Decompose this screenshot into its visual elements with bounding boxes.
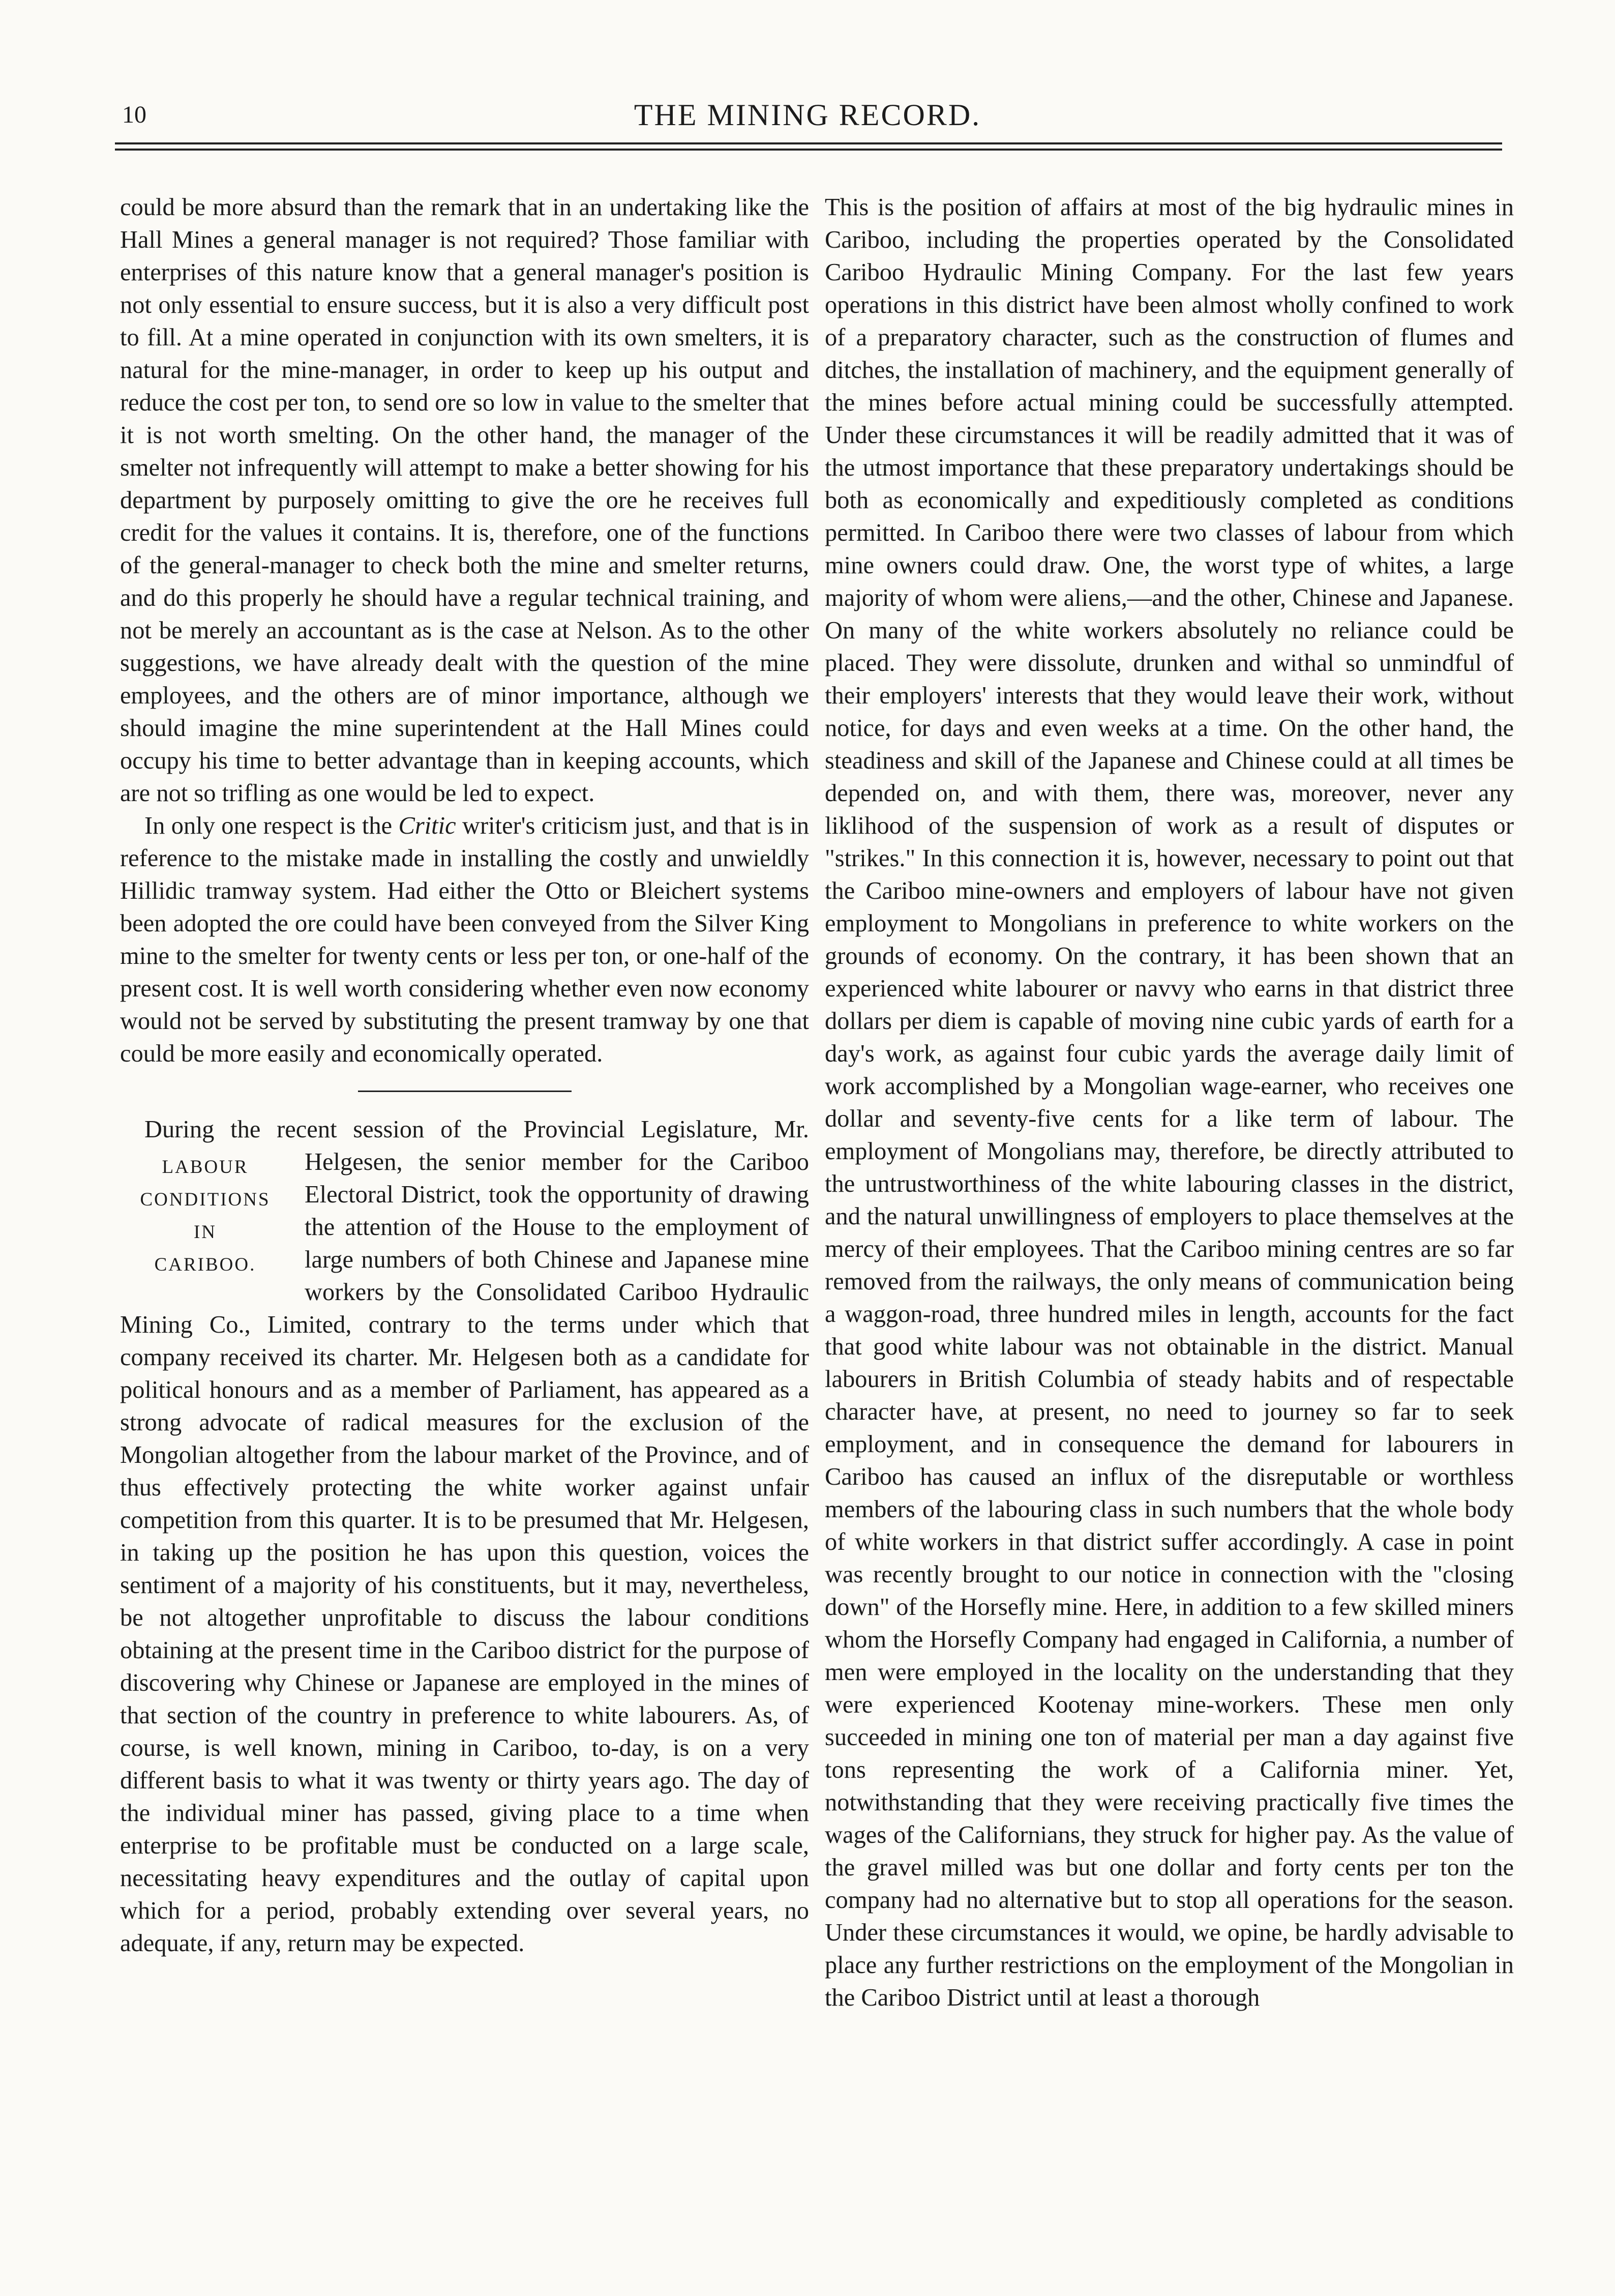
publication-title: Critic xyxy=(398,812,456,839)
header-rule-bottom xyxy=(115,149,1502,151)
header-rule-top xyxy=(115,142,1502,144)
paragraph: This is the position of affairs at most of the big hydraulic mines in Cariboo, including the properties operated by the Consolidated Cariboo Hydraulic Mining Company. For the last few years operations in this district have been almost wholly confined to work of a preparatory character, such as the construction of flumes and ditches, the installation of machinery, and the equipment generally of the mines before actual mining could be successfully attempted. Under these circumstances it will be readily admitted that it was of the utmost importance that these preparatory undertakings should be both as economically and expeditiously completed as conditions permitted. In Cariboo there were two classes of labour from which mine owners could draw. One, the worst type of whites, a large majority of whom were aliens,—and the other, Chinese and Japanese. On many of the white workers absolutely no reliance could be placed. They were dissolute, drunken and withal so unmindful of their employers' interests that they would leave their work, without notice, for days and even weeks at a time. On the other hand, the steadiness and skill of the Japanese and Chinese could at all times be depended on, and with them, there was, moreover, never any liklihood of the suspension of work as a result of disputes or "strikes." In this connection it is, however, necessary to point out that the Cariboo mine-owners and employers of labour have not given employment to Mongolians in preference to white workers on the grounds of economy. On the contrary, it has been shown that an experienced white labourer or navvy who earns in that district three dollars per diem is capable of moving nine cubic yards of earth for a day's work, as against four cubic yards the average daily limit of work accomplished by a Mongolian wage-earner, who receives one dollar and seventy-five cents for a like term of labour. The employment of Mongolians may, therefore, be directly attributed to the untrustworthiness of the white labouring classes in the district, and the natural unwillingness of employers to place themselves at the mercy of their employees. That the Cariboo mining centres are so far removed from the railways, the only means of communication being a waggon-road, three hundred miles in length, accounts for the fact that good white labour was not obtainable in the district. Manual labourers in British Columbia of steady habits and of respectable character have, at present, no need to journey so far to seek employment, and in consequence the demand for labourers in Cariboo has caused an influx of the disreputable or worthless members of the labouring class in such numbers that the whole body of white workers in that district suffer accordingly. A case in point was recently brought to our notice in connection with the "closing down" of the Horsefly mine. Here, in addition to a few skilled miners whom the Horsefly Company had engaged in California, a number of men were employed in the locality on the understanding that they were experienced Kootenay mine-workers. These men only succeeded in mining one ton of material per man a day against five tons representing the work of a California miner. Yet, notwithstanding that they were receiving practically five times the wages of the Californians, they struck for higher pay. As the value of the gravel milled was but one dollar and forty cents per ton the company had no alternative but to stop all operations for the season. Under these circumstances it would, we opine, be hardly advisable to place any further restrictions on the employment of the Mongolian in the Cariboo District until at least a thorough xyxy=(825,194,1514,2011)
page-number: 10 xyxy=(122,101,146,128)
left-column xyxy=(120,191,809,1960)
section-divider xyxy=(358,1091,572,1092)
paragraph: During the recent session of the Provincial Legislature, Mr. Helgesen, the senior member for the Cariboo LABOUR CONDITIONS IN CARIBOO. Electoral District, took the opportunity of drawing the attention of the House to the employment of large numbers of both Chinese and Japanese mine workers by the Consolidated Cariboo Hydraulic Mining Co., Limited, contrary to the terms under which that company received its charter. Mr. Helgesen both as a candidate for political honours and as a member of Parliament, has appeared as a strong advocate of radical measures for the exclusion of the Mongolian altogether from the labour market of the Province, and of thus effectively protecting the white worker against unfair competition from this quarter. It is to be presumed that Mr. Helgesen, in taking up the position he has upon this question, voices the sentiment of a majority of his constituents, but it may, nevertheless, be not altogether unprofitable to discuss the labour conditions obtaining at the present time in the Cariboo district for the purpose of discovering why Chinese or Japanese are employed in the mines of that section of the country in preference to white labourers. As, of course, is well known, mining in Cariboo, to-day, is on a very different basis to what it was twenty or thirty years ago. The day of the individual miner has passed, giving place to a time when enterprise to be profitable must be conducted on a large scale, necessitating heavy expenditures and the outlay of capital upon which for a period, probably extending over several years, no adequate, if any, return may be expected. xyxy=(120,1113,809,1960)
paragraph: In only one respect is the Critic writer's criticism just, and that is in reference to the mistake made in installing the costly and unwieldly Hillidic tramway system. Had either the Otto or Bleichert systems been adopted the ore could have been conveyed from the Silver King mine to the smelter for twenty cents or less per ton, or one-half of the present cost. It is well worth considering whether even now economy would not be served by substituting the present tramway by one that could be more easily and economically operated. xyxy=(120,812,809,1067)
right-column xyxy=(825,191,1514,2014)
side-heading: LABOUR CONDITIONS IN CARIBOO. xyxy=(140,1157,271,1275)
paragraph: could be more absurd than the remark that in an undertaking like the Hall Mines a general manager is not required? Those familiar with enterprises of this nature know that a general manager's position is not only essential to ensure success, but it is also a very difficult post to fill. At a mine operated in conjunction with its own smelters, it is natural for the mine-manager, in order to keep up his output and reduce the cost per ton, to send ore so low in value to the smelter that it is not worth smelting. On the other hand, the manager of the smelter not infrequently will attempt to make a better showing for his department by purposely omitting to give the ore he receives full credit for the values it contains. It is, therefore, one of the functions of the general-manager to check both the mine and smelter returns, and do this properly he should have a regular technical training, and not be merely an accountant as is the case at Nelson. As to the other suggestions, we have already dealt with the question of the mine employees, and the others are of minor importance, although we should imagine the mine superintendent at the Hall Mines could occupy his time to better advantage than in keeping accounts, which are not so trifling as one would be led to expect. xyxy=(120,194,809,807)
running-title: THE MINING RECORD. xyxy=(634,98,981,132)
